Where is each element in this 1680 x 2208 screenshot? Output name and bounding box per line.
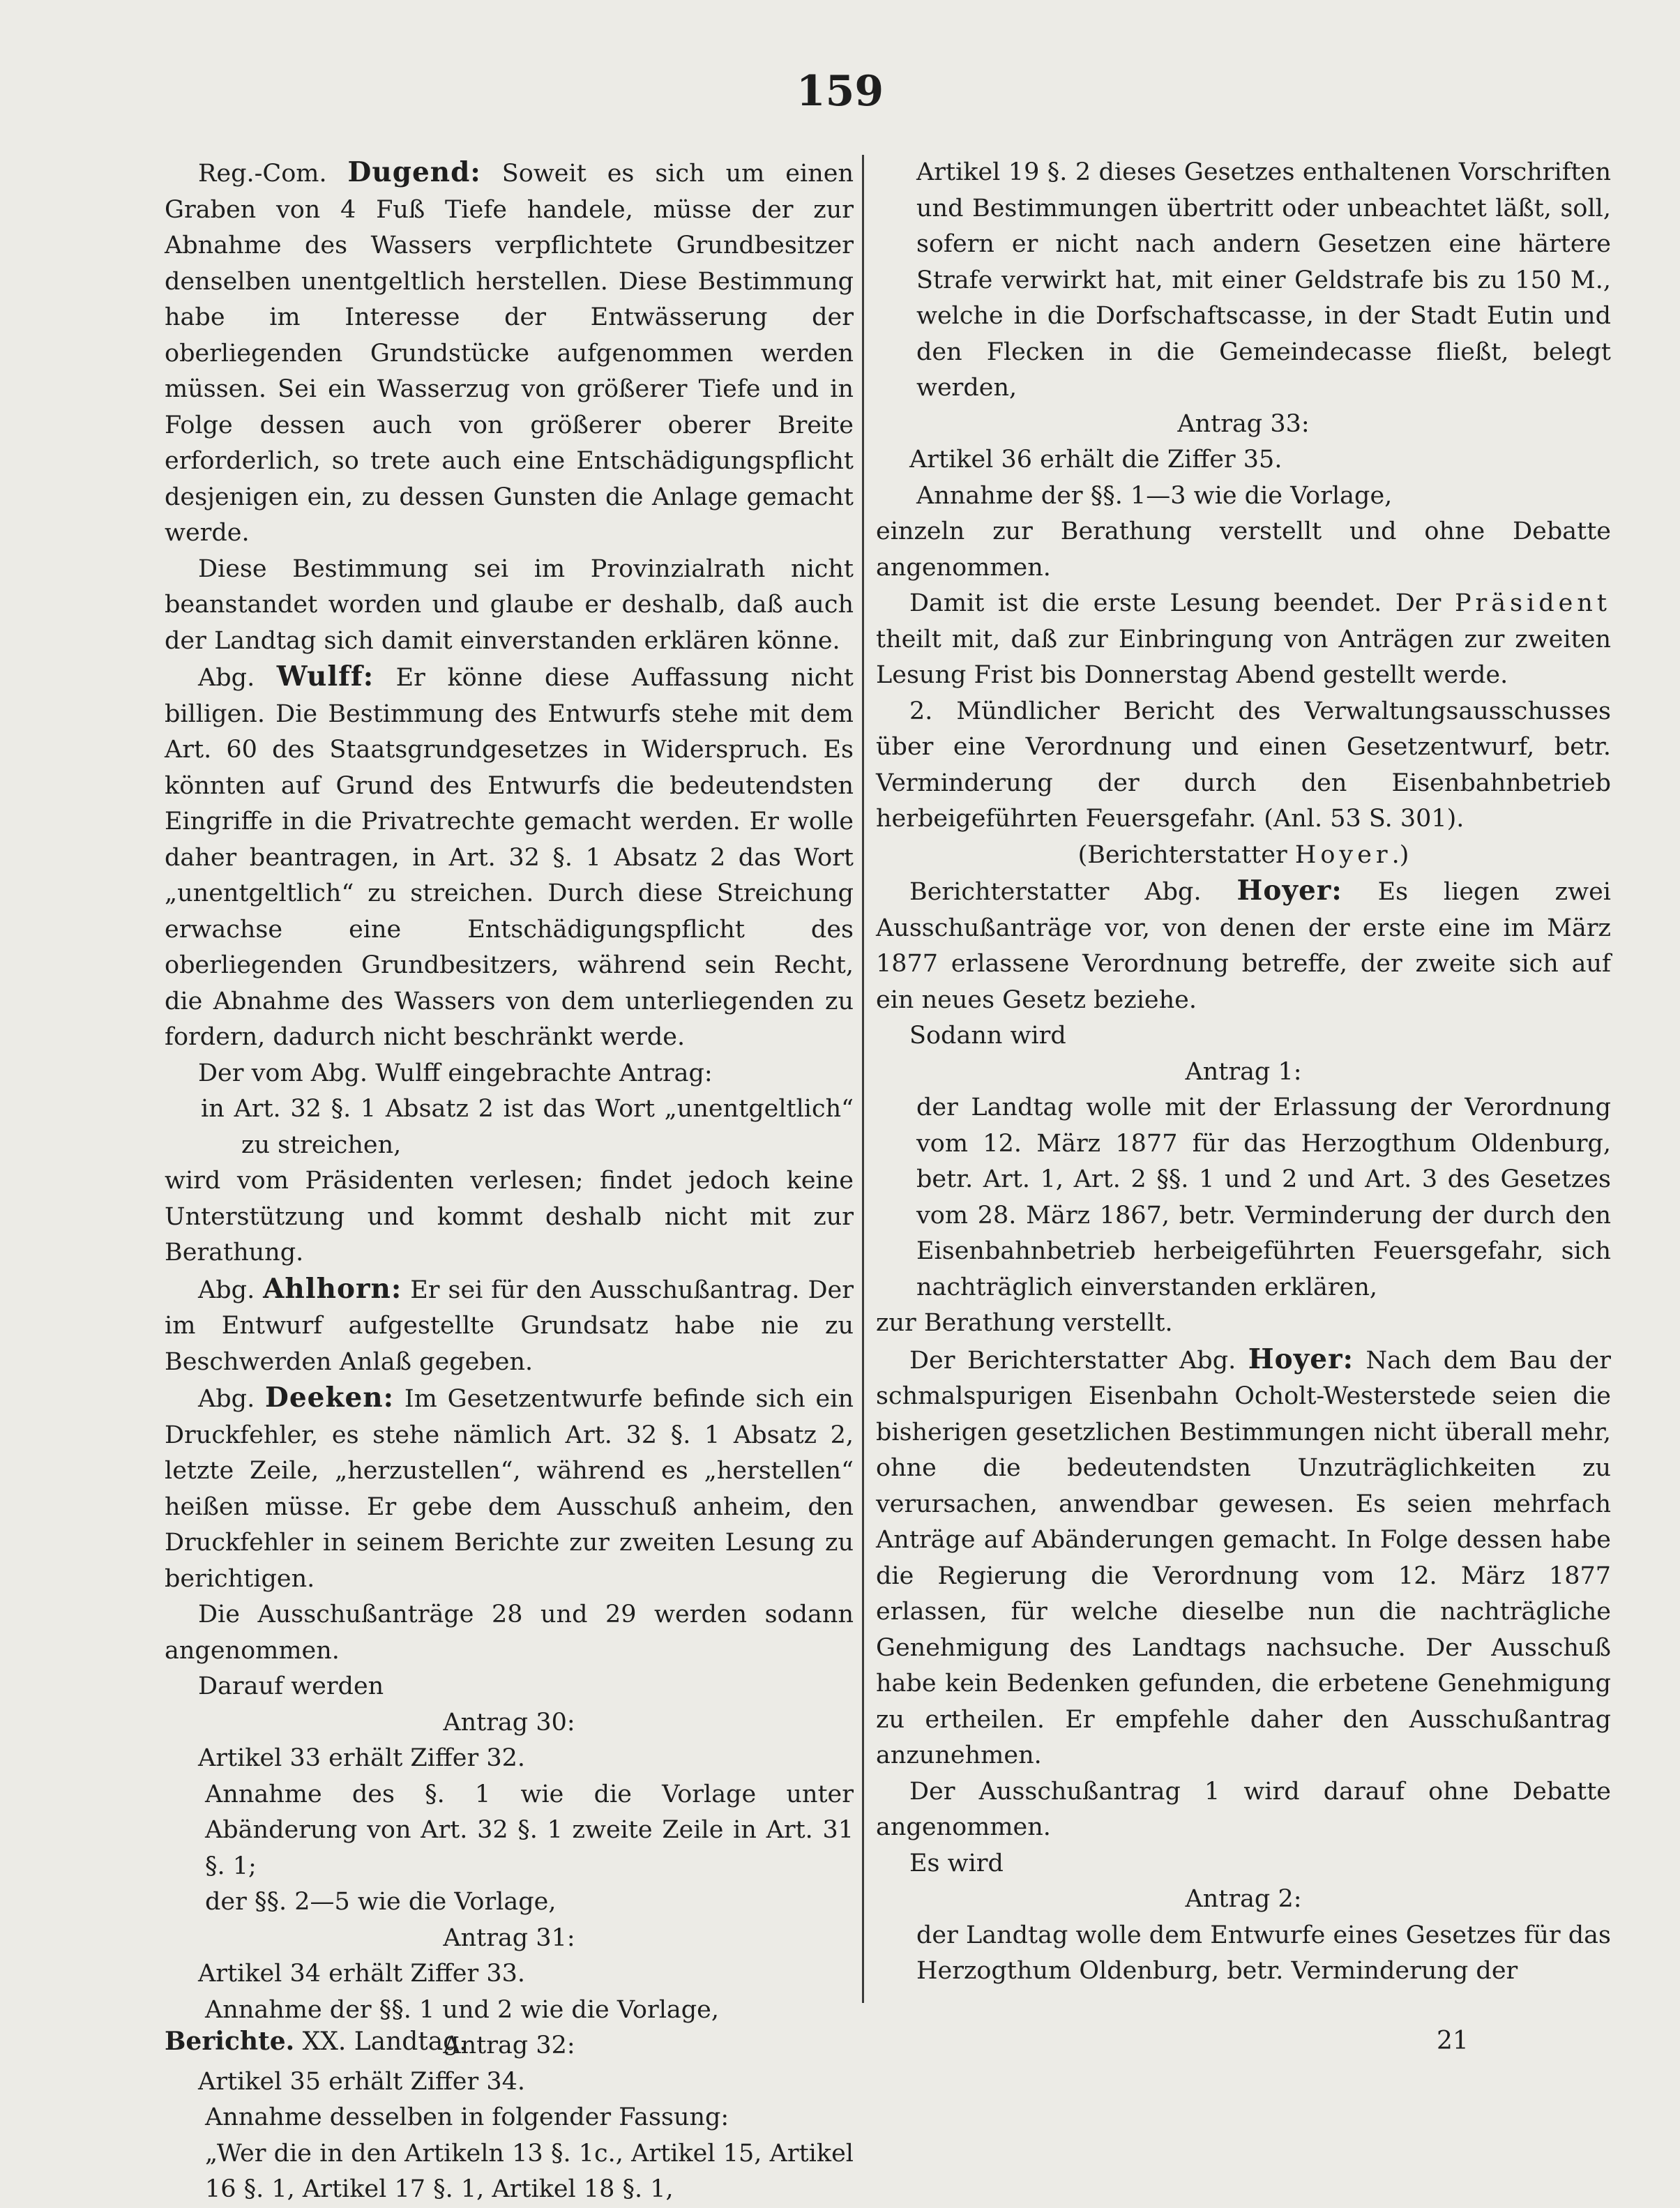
- paragraph: Darauf werden: [198, 1672, 384, 1700]
- paragraph: Abg. Wulff: Er könne diese Auffassung nicht billigen. Die Bestimmung des Entwurfs stehe mit dem Art. 60 des Staatsgrundgesetzes in Widerspruch. Es könnten auf Grund des Entwurfs die bedeutendsten Eingriffe in die Privatrechte gemacht werden. Er wolle daher beantragen, in Art. 32 §. 1 Absatz 2 das Wort „unentgeltlich“ zu streichen. Durch diese Streichung erwachse eine Entschädigungspflicht des oberliegenden Grundbesitzers, während sein Recht, die Abnahme des Wassers von dem unterliegenden zu fordern, dadurch nicht beschränkt werde.: [165, 660, 854, 1051]
- paragraph: Berichterstatter Abg. Hoyer: Es liegen zwei Ausschußanträge vor, von denen der erste eine im März 1877 erlassene Verordnung betreffe, der zweite sich auf ein neues Gesetz beziehe.: [876, 875, 1611, 1014]
- paragraph: zur Berathung verstellt.: [876, 1309, 1173, 1337]
- spaced-name: Präsident: [1454, 589, 1611, 617]
- paragraph: Damit ist die erste Lesung beendet. Der Präsident theilt mit, daß zur Einbringung von Anträgen zur zweiten Lesung Frist bis Donnerstag Abend gestellt werde.: [876, 589, 1611, 689]
- footer-signature-right: 21: [1437, 2027, 1469, 2055]
- paragraph: einzeln zur Berathung verstellt und ohne Debatte angenommen.: [876, 517, 1611, 582]
- motion-line: Annahme der §§. 1 und 2 wie die Vorlage,: [205, 1995, 720, 2024]
- motion-line: Annahme der §§. 1—3 wie die Vorlage,: [916, 481, 1393, 510]
- motion-line: Artikel 36 erhält die Ziffer 35.: [909, 446, 1282, 474]
- column-divider: [862, 155, 864, 2003]
- motion-heading: Antrag 33:: [1177, 409, 1310, 438]
- footer-signature-left: Berichte. XX. Landtag.: [165, 2027, 467, 2056]
- speaker-name: Wulff:: [276, 660, 374, 693]
- motion-heading: Antrag 31:: [443, 1923, 575, 1952]
- paragraph: Sodann wird: [909, 1022, 1066, 1050]
- motion-text: der Landtag wolle dem Entwurfe eines Gesetzes für das Herzogthum Oldenburg, betr. Verminderung der: [916, 1921, 1611, 1985]
- paragraph: Der vom Abg. Wulff eingebrachte Antrag:: [198, 1059, 713, 1087]
- motion-text: in Art. 32 §. 1 Absatz 2 ist das Wort „unentgeltlich“ zu streichen,: [201, 1095, 854, 1159]
- paragraph: Der Berichterstatter Abg. Hoyer: Nach dem Bau der schmalspurigen Eisenbahn Ocholt-Westerstede seien die bisherigen gesetzlichen Bestimmungen nicht überall mehr, ohne die bedeutendsten Unzuträglichkeiten zu verursachen, anwendbar gewesen. Es seien mehrfach Anträge auf Abänderungen gemacht. In Folge dessen habe die Regierung die Verordnung vom 12. März 1877 erlassen, für welche dieselbe nun die nachträgliche Genehmigung des Landtags nachsuche. Der Ausschuß habe kein Bedenken gefunden, die erbetene Genehmigung zu ertheilen. Er empfehle daher den Ausschußantrag anzunehmen.: [876, 1343, 1612, 1769]
- speaker-name: Dugend:: [347, 156, 481, 188]
- motion-line: Annahme des §. 1 wie die Vorlage unter Abänderung von Art. 32 §. 1 zweite Zeile in Art. 31 §. 1;: [205, 1780, 854, 1880]
- speaker-name: Deeken:: [265, 1382, 395, 1414]
- right-column: [876, 155, 1611, 2003]
- speaker-name: Ahlhorn:: [263, 1272, 402, 1305]
- paragraph: Diese Bestimmung sei im Provinzialrath nicht beanstandet worden und glaube er deshalb, daß auch der Landtag sich damit einverstanden erklären könne.: [165, 554, 854, 655]
- motion-line: der §§. 2—5 wie die Vorlage,: [205, 1888, 557, 1916]
- paragraph: Abg. Ahlhorn: Er sei für den Ausschußantrag. Der im Entwurf aufgestellte Grundsatz habe nie zu Beschwerden Anlaß gegeben.: [165, 1272, 854, 1376]
- motion-text: der Landtag wolle mit der Erlassung der Verordnung vom 12. März 1877 für das Herzogthum Oldenburg, betr. Art. 1, Art. 2 §§. 1 und 2 und Art. 3 des Gesetzes vom 28. März 1867, betr. Verminderung der durch den Eisenbahnbetrieb herbeigeführten Feuersgefahr, sich nachträglich einverstanden erklären,: [916, 1094, 1611, 1301]
- paragraph: Die Ausschußanträge 28 und 29 werden sodann angenommen.: [165, 1601, 854, 1665]
- motion-heading: Antrag 32:: [443, 2032, 575, 2059]
- motion-line: Annahme desselben in folgender Fassung:: [205, 2103, 729, 2131]
- speaker-name: Hoyer:: [1236, 875, 1342, 907]
- reporter-line: (Berichterstatter Hoyer.): [1077, 840, 1409, 869]
- paragraph: Der Ausschußantrag 1 wird darauf ohne Debatte angenommen.: [876, 1777, 1611, 1841]
- motion-heading: Antrag 1:: [1185, 1057, 1302, 1086]
- motion-line: Artikel 33 erhält Ziffer 32.: [198, 1744, 526, 1772]
- paragraph: wird vom Präsidenten verlesen; findet jedoch keine Unterstützung und kommt deshalb nicht mit zur Berathung.: [165, 1167, 854, 1266]
- paragraph: Reg.-Com. Dugend: Soweit es sich um einen Graben von 4 Fuß Tiefe handele, müsse der zur Abnahme des Wassers verpflichtete Grundbesitzer denselben unentgeltlich herstellen. Diese Bestimmung habe im Interesse der Entwässerung der oberliegenden Grundstücke aufgenommen werden müssen. Sei ein Wasserzug von größerer Tiefe und in Folge dessen auch von größerer oberer Breite erforderlich, so trete auch eine Entschädigungspflicht desjenigen ein, zu dessen Gunsten die Anlage gemacht werde.: [165, 156, 854, 547]
- motion-line: Artikel 35 erhält Ziffer 34.: [198, 2067, 526, 2096]
- motion-line: Artikel 34 erhält Ziffer 33.: [198, 1960, 526, 1988]
- motion-quote: Artikel 19 §. 2 dieses Gesetzes enthaltenen Vorschriften und Bestimmungen übertritt oder unbeachtet läßt, soll, sofern er nicht nach andern Gesetzen eine härtere Strafe verwirkt hat, mit einer Geldstrafe bis zu 150 M., welche in die Dorfschaftscasse, in der Stadt Eutin und den Flecken in die Gemeindecasse fließt, belegt werden,: [916, 158, 1611, 402]
- motion-quote: „Wer die in den Artikeln 13 §. 1c., Artikel 15, Artikel 16 §. 1, Artikel 17 §. 1, Artikel 18 §. 1,: [205, 2139, 854, 2203]
- paragraph: Es wird: [909, 1849, 1004, 1877]
- page-number: 159: [796, 67, 884, 116]
- motion-heading: Antrag 30:: [443, 1708, 575, 1737]
- speaker-name: Hoyer:: [1248, 1343, 1354, 1375]
- paragraph: Abg. Deeken: Im Gesetzentwurfe befinde sich ein Druckfehler, es stehe nämlich Art. 32 §. 1 Absatz 2, letzte Zeile, „herzustellen“, während es „herstellen“ heißen müsse. Er gebe dem Ausschuß anheim, den Druckfehler in seinem Berichte zur zweiten Lesung zu berichtigen.: [165, 1382, 854, 1593]
- spaced-name: Hoyer: [1294, 840, 1392, 869]
- agenda-item: 2. Mündlicher Bericht des Verwaltungsausschusses über eine Verordnung und einen Gesetzentwurf, betr. Verminderung der durch den Eisenbahnbetrieb herbeigeführten Feuersgefahr. (Anl. 53 S. 301).: [876, 697, 1611, 833]
- motion-heading: Antrag 2:: [1185, 1885, 1302, 1913]
